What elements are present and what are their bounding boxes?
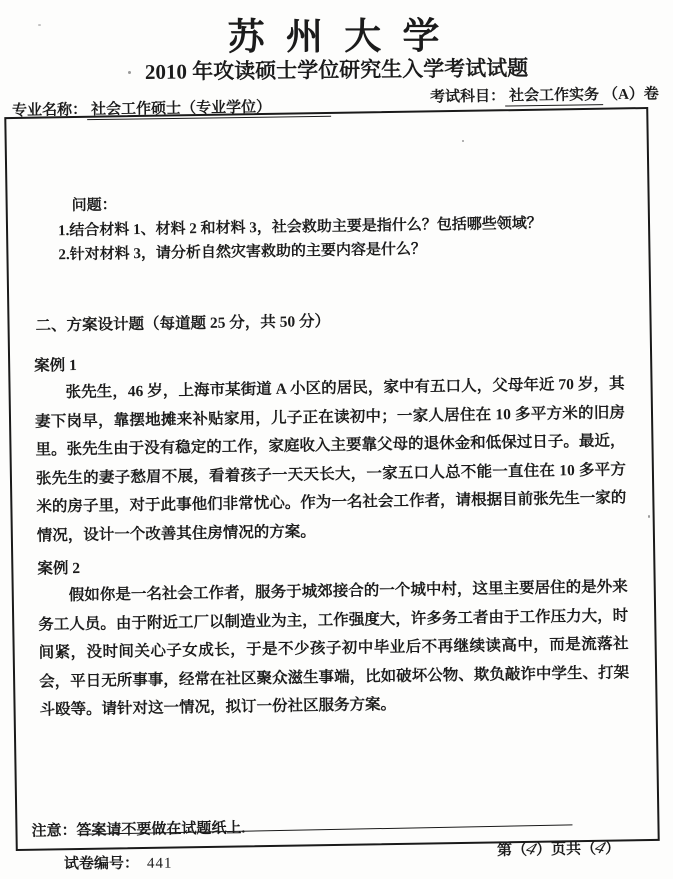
exam-title: 2010 年攻读硕士学位研究生入学考试试题 [144,55,529,85]
question-item-1: 1.结合材料 1、材料 2 和材料 3，社会救助主要是指什么？包括哪些领域？ [57,215,542,240]
content-box [4,107,659,851]
paper-number-label: 试卷编号： [63,855,140,873]
page-current-handwritten: 4 [523,838,540,859]
scan-speck [648,515,650,518]
questions-heading: 问题： [71,197,117,215]
questions-block [57,185,622,267]
paper-number [64,852,173,874]
case-1-label: 案例 1 [34,356,77,375]
scan-speck [38,24,41,26]
major-label: 专业名称： [11,102,88,120]
section-title: 二、方案设计题（每道题 25 分，共 50 分） [35,313,331,335]
subject-field [430,82,659,106]
subject-value: 社会工作实务 [505,87,603,106]
notice-text: 注意：答案请不要做在试题纸上. [31,820,246,840]
paper-number-value: 441 [146,855,173,872]
subject-label: 考试科目： [430,88,506,106]
question-item-2: 2.针对材料 3，请分析自然灾害救助的主要内容是什么？ [58,241,427,264]
page-indicator-mid: ）页共（ [535,841,597,859]
scan-speck [128,71,131,74]
subject-suffix: （A）卷 [603,86,660,104]
university-title: 苏 州 大 学 [227,16,446,59]
page-indicator-prefix: 第（ [496,842,528,860]
case-2-text: 假如你是一名社会工作者，服务于城郊接合的一个城中村，这里主要居住的是外来务工人员。由于附近工厂以制造业为主，工作强度大，许多务工者由于工作压力大，时间紧，没时间关心子女成长，于是不少孩子初中毕业后不再继续读高中，而是流落社会，平日无所事事，经常在社区聚众滋生事端，比如破坏公物、欺负敲诈中学生、打架斗殴等。请针对这一情况，拟订一份社区服务方案。 [38,578,630,719]
page-indicator-suffix: ） [604,840,621,858]
case-2-label: 案例 2 [37,559,81,578]
major-value: 社会工作硕士（专业学位） [87,99,331,120]
page-indicator [497,837,620,860]
scan-speck [462,140,464,142]
case-1-text: 张先生，46 岁，上海市某街道 A 小区的居民，家中有五口人，父母年近 70 岁，其妻下岗早，靠摆地摊来补贴家用，儿子正在读初中；一家人居住在 10 多平方米的旧房里。张先生由于没有稳定的工作，家庭收入主要靠父母的退休金和低保过日子。最近，张先生的妻子愁眉不展，看着孩子一天天长大，一家五口人总不能一直住在 10 多平方米的房子里，对于此事他们非常忧心。作为一名社会工作者，请根据目前张先生一家的情况，设计一个改善其住房情况的方案。 [34,375,627,545]
page-total-handwritten: 4 [592,836,609,858]
